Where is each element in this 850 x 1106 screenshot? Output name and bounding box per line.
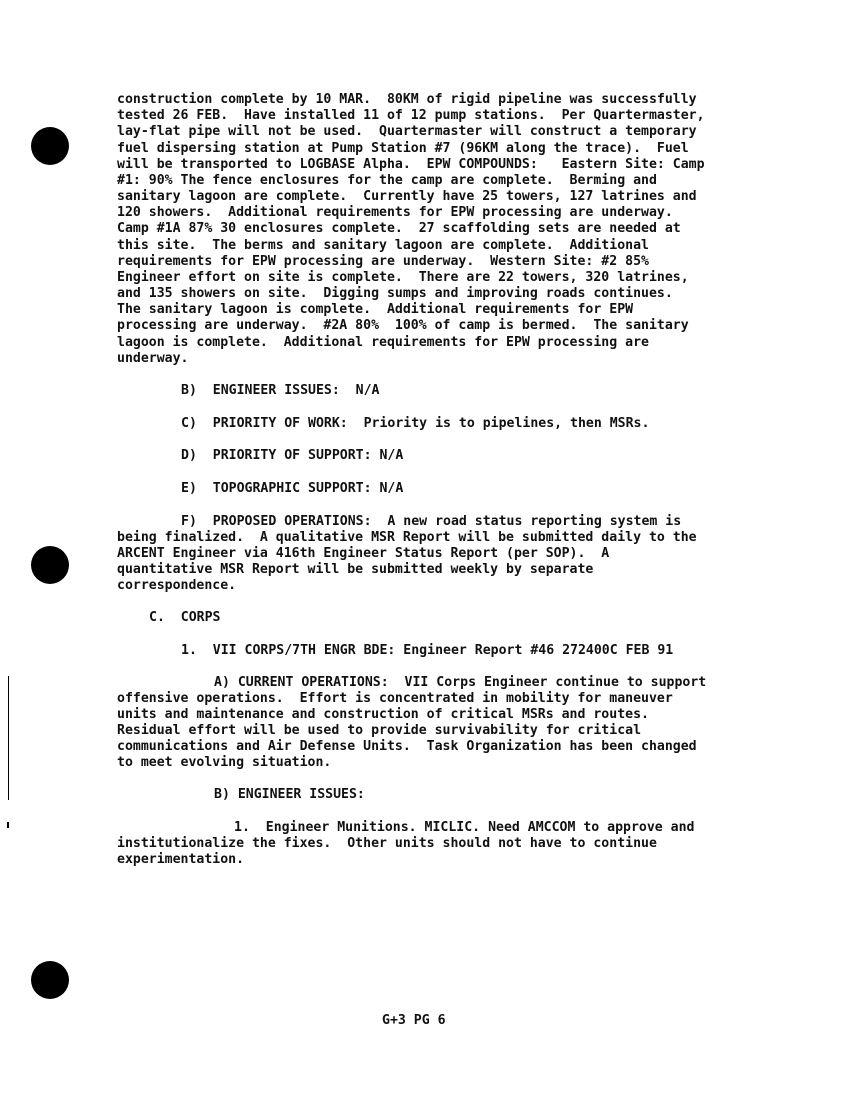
text-line: construction complete by 10 MAR. 80KM of rigid pipeline was successfully — [117, 92, 697, 107]
text-line: communications and Air Defense Units. Task Organization has been changed — [117, 739, 697, 754]
text-line: Camp #1A 87% 30 enclosures complete. 27 scaffolding sets are needed at — [117, 221, 681, 236]
text-line: quantitative MSR Report will be submitted weekly by separate — [117, 562, 594, 577]
text-line: requirements for EPW processing are underway. Western Site: #2 85% — [117, 254, 649, 269]
item-priority-of-work: C) PRIORITY OF WORK: Priority is to pipelines, then MSRs. — [181, 416, 650, 431]
page-footer: G+3 PG 6 — [382, 1013, 446, 1028]
text-line: lay-flat pipe will not be used. Quartermaster will construct a temporary — [117, 124, 697, 139]
text-line: underway. — [117, 351, 189, 366]
text-line: sanitary lagoon are complete. Currently have 25 towers, 127 latrines and — [117, 189, 697, 204]
text-line: to meet evolving situation. — [117, 755, 332, 770]
punch-hole-bottom — [31, 961, 69, 999]
text-line: The sanitary lagoon is complete. Additional requirements for EPW — [117, 302, 634, 317]
text-line: 1. Engineer Munitions. MICLIC. Need AMCCOM to approve and — [234, 820, 695, 835]
text-line: ARCENT Engineer via 416th Engineer Status Report (per SOP). A — [117, 546, 610, 561]
margin-tick-mark — [7, 822, 9, 828]
text-line: units and maintenance and construction of critical MSRs and routes. — [117, 707, 649, 722]
text-line: being finalized. A qualitative MSR Report will be submitted daily to the — [117, 530, 697, 545]
item-topographic-support: E) TOPOGRAPHIC SUPPORT: N/A — [181, 481, 404, 496]
item-engineer-issues: B) ENGINEER ISSUES: N/A — [181, 383, 380, 398]
text-line: tested 26 FEB. Have installed 11 of 12 pump stations. Per Quartermaster, — [117, 108, 705, 123]
text-line: institutionalize the fixes. Other units should not have to continue — [117, 836, 657, 851]
text-line: correspondence. — [117, 578, 237, 593]
punch-hole-top — [31, 127, 69, 165]
text-line: processing are underway. #2A 80% 100% of camp is bermed. The sanitary — [117, 318, 689, 333]
margin-line-mark — [8, 676, 9, 800]
subsection-vii-corps: 1. VII CORPS/7TH ENGR BDE: Engineer Report #46 272400C FEB 91 — [181, 643, 674, 658]
section-heading-corps: C. CORPS — [149, 610, 221, 625]
text-line: #1: 90% The fence enclosures for the camp are complete. Berming and — [117, 173, 657, 188]
text-line: Residual effort will be used to provide survivability for critical — [117, 723, 642, 738]
text-line: fuel dispersing station at Pump Station #7 (96KM along the trace). Fuel — [117, 141, 689, 156]
text-line: Engineer effort on site is complete. There are 22 towers, 320 latrines, — [117, 270, 689, 285]
text-line: experimentation. — [117, 852, 245, 867]
text-line: and 135 showers on site. Digging sumps and improving roads continues. — [117, 286, 673, 301]
text-line: A) CURRENT OPERATIONS: VII Corps Engineer continue to support — [214, 675, 707, 690]
text-line: will be transported to LOGBASE Alpha. EPW COMPOUNDS: Eastern Site: Camp — [117, 157, 705, 172]
text-line: this site. The berms and sanitary lagoon are complete. Additional — [117, 238, 649, 253]
text-line: F) PROPOSED OPERATIONS: A new road status reporting system is — [181, 514, 682, 529]
punch-hole-middle — [31, 546, 69, 584]
item-priority-of-support: D) PRIORITY OF SUPPORT: N/A — [181, 448, 404, 463]
text-line: lagoon is complete. Additional requirements for EPW processing are — [117, 335, 649, 350]
text-line: offensive operations. Effort is concentrated in mobility for maneuver — [117, 691, 673, 706]
text-line: 120 showers. Additional requirements for EPW processing are underway. — [117, 205, 673, 220]
heading-engineer-issues: B) ENGINEER ISSUES: — [214, 787, 365, 802]
